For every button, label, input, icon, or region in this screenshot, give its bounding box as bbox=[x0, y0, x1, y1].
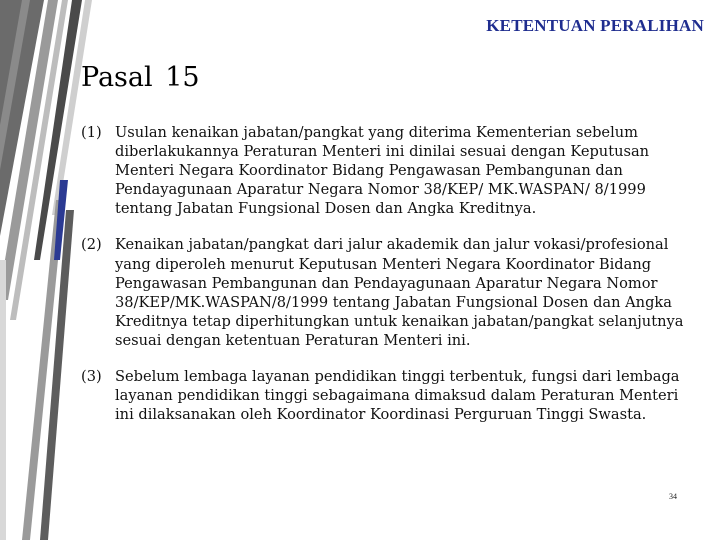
list-item bbox=[81, 123, 706, 218]
item-number: (1) bbox=[81, 124, 102, 141]
slide-title: Pasal 15 bbox=[81, 62, 200, 93]
item-number: (2) bbox=[81, 236, 102, 254]
list-item bbox=[81, 367, 706, 424]
item-text: Sebelum lembaga layanan pendidikan tinggi terbentuk, fungsi dari lembaga layanan pendidikan tinggi sebagaimana dimaksud dalam Peraturan Menteri ini dilaksanakan oleh Koordinator Koordinasi Perguruan Tinggi Swasta. bbox=[115, 368, 680, 424]
slide-header: KETENTUAN PERALIHAN bbox=[486, 16, 704, 35]
page-number: 34 bbox=[669, 492, 677, 501]
item-text: Kenaikan jabatan/pangkat dari jalur akademik dan jalur vokasi/profesional yang diperoleh menurut Keputusan Menteri Negara Koordinator Bidang Pengawasan Pembangunan dan Pendayagunaan Aparatur Negara Nomor 38/KEP/MK.WASPAN/8/1999 tentang Jabatan Fungsional Dosen dan Angka Kreditnya tetap diperhitungkan untuk kenaikan jabatan/pangkat selanjutnya sesuai dengan ketentuan Peraturan Menteri ini. bbox=[115, 236, 684, 349]
item-text: Usulan kenaikan jabatan/pangkat yang diterima Kementerian sebelum diberlakukannya Peraturan Menteri ini dinilai sesuai dengan Keputusan Menteri Negara Koordinator Bidang Pengawasan Pembangunan dan Pendayagunaan Aparatur Negara Nomor 38/KEP/ MK.WASPAN/ 8/1999 tentang Jabatan Fungsional Dosen dan Angka Kreditnya. bbox=[115, 124, 650, 218]
list-item bbox=[81, 235, 706, 350]
article-items bbox=[81, 123, 706, 441]
item-number: (3) bbox=[81, 368, 102, 386]
